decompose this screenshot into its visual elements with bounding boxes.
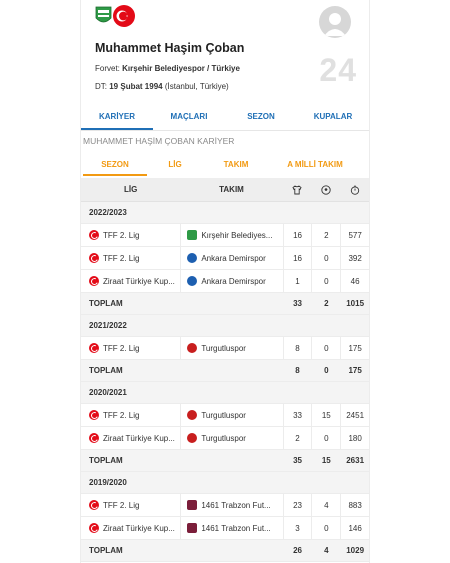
turkey-flag-icon <box>89 523 99 533</box>
turkey-flag-icon <box>89 500 99 510</box>
season-row <box>81 382 369 404</box>
league-cell[interactable] <box>81 410 180 420</box>
team-name: Turgutluspor <box>201 343 246 353</box>
team-name: Ankara Demirspor <box>201 253 266 263</box>
total-spacer <box>180 540 282 561</box>
total-minutes: 175 <box>348 366 362 375</box>
player-avatar <box>319 6 351 38</box>
team-logo-icon <box>187 253 197 263</box>
header-league: LİG <box>123 185 138 194</box>
team-cell[interactable] <box>180 427 282 449</box>
header-minutes <box>340 178 369 201</box>
total-goals: 2 <box>324 299 329 308</box>
turkey-flag-icon <box>89 253 99 263</box>
season-row <box>81 202 369 224</box>
team-name: 1461 Trabzon Fut... <box>201 523 271 533</box>
team-logo-icon <box>187 433 197 443</box>
goals-cell: 2 <box>311 224 340 246</box>
team-logo-icon <box>187 523 197 533</box>
apps-cell: 1 <box>283 270 312 292</box>
section-title: MUHAMMET HAŞİM ÇOBAN KARİYER <box>83 136 235 146</box>
minutes-cell: 180 <box>340 427 369 449</box>
header-apps <box>283 178 312 201</box>
club-logo-icon[interactable] <box>95 6 112 26</box>
league-name: Ziraat Türkiye Kup... <box>103 433 175 443</box>
apps-cell: 16 <box>283 247 312 269</box>
team-name: Turgutluspor <box>201 433 246 443</box>
minutes-cell: 2451 <box>340 404 369 426</box>
subtab-lig[interactable]: LİG <box>168 160 182 169</box>
minutes-cell: 577 <box>340 224 369 246</box>
dob-value: 19 Şubat 1994 <box>109 82 163 91</box>
turkey-flag-icon <box>89 410 99 420</box>
league-name: TFF 2. Lig <box>103 410 140 420</box>
dob-label: DT: <box>95 82 110 91</box>
main-tabs <box>81 104 369 131</box>
header-goals <box>311 178 340 201</box>
team-logo-icon <box>187 276 197 286</box>
season-label: 2020/2021 <box>89 388 127 397</box>
team-name: Kırşehir Belediyes... <box>201 230 273 240</box>
position-label: Forvet: <box>95 64 123 73</box>
total-minutes: 1029 <box>346 546 365 555</box>
turkey-flag-icon <box>113 5 135 27</box>
total-label: TOPLAM <box>89 299 123 308</box>
team-cell[interactable] <box>180 270 282 292</box>
apps-cell: 3 <box>283 517 312 539</box>
total-label: TOPLAM <box>89 546 123 555</box>
season-label: 2019/2020 <box>89 478 127 487</box>
total-spacer <box>180 360 282 381</box>
stopwatch-icon <box>350 185 360 195</box>
table-row[interactable] <box>81 224 369 247</box>
league-cell[interactable] <box>81 500 180 510</box>
team-cell[interactable] <box>180 337 282 359</box>
team-name: 1461 Trabzon Fut... <box>201 500 271 510</box>
total-spacer <box>180 293 282 314</box>
team-cell[interactable] <box>180 404 282 426</box>
minutes-cell: 146 <box>340 517 369 539</box>
turkey-flag-icon <box>89 230 99 240</box>
table-row[interactable] <box>81 494 369 517</box>
tab-maclari[interactable]: MAÇLARI <box>170 112 208 121</box>
season-label: 2021/2022 <box>89 321 127 330</box>
apps-cell: 23 <box>283 494 312 516</box>
team-cell[interactable] <box>180 224 282 246</box>
total-row <box>81 540 369 562</box>
total-goals: 4 <box>324 546 329 555</box>
team-name: Ankara Demirspor <box>201 276 266 286</box>
apps-cell: 8 <box>283 337 312 359</box>
logos <box>95 5 135 27</box>
league-cell[interactable] <box>81 523 180 533</box>
ball-icon <box>321 185 331 195</box>
player-card <box>80 0 370 563</box>
league-cell[interactable] <box>81 433 180 443</box>
table-row[interactable] <box>81 517 369 540</box>
total-label: TOPLAM <box>89 366 123 375</box>
team-name: Turgutluspor <box>201 410 246 420</box>
league-name: TFF 2. Lig <box>103 500 140 510</box>
table-row[interactable] <box>81 404 369 427</box>
subtab-takim[interactable]: TAKIM <box>223 160 249 169</box>
team-logo-icon <box>187 500 197 510</box>
turkey-flag-icon <box>89 343 99 353</box>
table-row[interactable] <box>81 247 369 270</box>
total-apps: 33 <box>293 299 302 308</box>
jersey-icon <box>292 185 302 195</box>
total-row <box>81 293 369 315</box>
league-cell[interactable] <box>81 253 180 263</box>
table-row[interactable] <box>81 427 369 450</box>
league-name: TFF 2. Lig <box>103 343 140 353</box>
team-cell[interactable] <box>180 494 282 516</box>
jersey-number: 24 <box>319 52 357 88</box>
player-header <box>81 0 369 104</box>
sub-tabs <box>81 153 369 176</box>
league-name: TFF 2. Lig <box>103 253 140 263</box>
goals-cell: 0 <box>311 517 340 539</box>
minutes-cell: 46 <box>340 270 369 292</box>
table-header <box>81 178 369 202</box>
minutes-cell: 883 <box>340 494 369 516</box>
total-row <box>81 450 369 472</box>
team-cell[interactable] <box>180 517 282 539</box>
table-row[interactable] <box>81 270 369 293</box>
header-team: TAKIM <box>219 185 244 194</box>
player-position-team <box>95 64 240 73</box>
league-cell[interactable] <box>81 230 180 240</box>
league-name: Ziraat Türkiye Kup... <box>103 523 175 533</box>
goals-cell: 0 <box>311 247 340 269</box>
subtab-a-milli-takim[interactable]: A MİLLİ TAKIM <box>287 160 343 169</box>
total-apps: 8 <box>295 366 300 375</box>
player-team-link[interactable]: Kırşehir Belediyespor / Türkiye <box>122 64 240 73</box>
total-row <box>81 360 369 382</box>
league-cell[interactable] <box>81 343 180 353</box>
goals-cell: 0 <box>311 427 340 449</box>
league-cell[interactable] <box>81 276 180 286</box>
team-logo-icon <box>187 410 197 420</box>
turkey-flag-icon <box>89 433 99 443</box>
league-name: Ziraat Türkiye Kup... <box>103 276 175 286</box>
league-name: TFF 2. Lig <box>103 230 140 240</box>
birth-place: (İstanbul, Türkiye) <box>162 82 229 91</box>
tab-kupalar[interactable]: KUPALAR <box>313 112 353 121</box>
table-body <box>81 202 369 562</box>
player-name: Muhammet Haşim Çoban <box>95 41 245 55</box>
minutes-cell: 175 <box>340 337 369 359</box>
apps-cell: 2 <box>283 427 312 449</box>
tab-kariyer[interactable]: KARİYER <box>81 104 153 130</box>
table-row[interactable] <box>81 337 369 360</box>
total-goals: 0 <box>324 366 329 375</box>
team-logo-icon <box>187 343 197 353</box>
total-label: TOPLAM <box>89 456 123 465</box>
player-dob <box>95 82 229 91</box>
total-apps: 35 <box>293 456 302 465</box>
apps-cell: 16 <box>283 224 312 246</box>
total-minutes: 2631 <box>346 456 365 465</box>
minutes-cell: 392 <box>340 247 369 269</box>
turkey-flag-icon <box>89 276 99 286</box>
team-cell[interactable] <box>180 247 282 269</box>
goals-cell: 4 <box>311 494 340 516</box>
team-logo-icon <box>187 230 197 240</box>
total-spacer <box>180 450 282 471</box>
goals-cell: 0 <box>311 337 340 359</box>
subtab-sezon[interactable]: SEZON <box>83 153 147 176</box>
career-table <box>81 178 369 562</box>
season-row <box>81 315 369 337</box>
total-goals: 15 <box>321 456 331 465</box>
total-minutes: 1015 <box>346 299 365 308</box>
season-row <box>81 472 369 494</box>
season-label: 2022/2023 <box>89 208 127 217</box>
tab-sezon[interactable]: SEZON <box>247 112 275 121</box>
goals-cell: 15 <box>311 404 340 426</box>
total-apps: 26 <box>293 546 302 555</box>
goals-cell: 0 <box>311 270 340 292</box>
apps-cell: 33 <box>283 404 312 426</box>
